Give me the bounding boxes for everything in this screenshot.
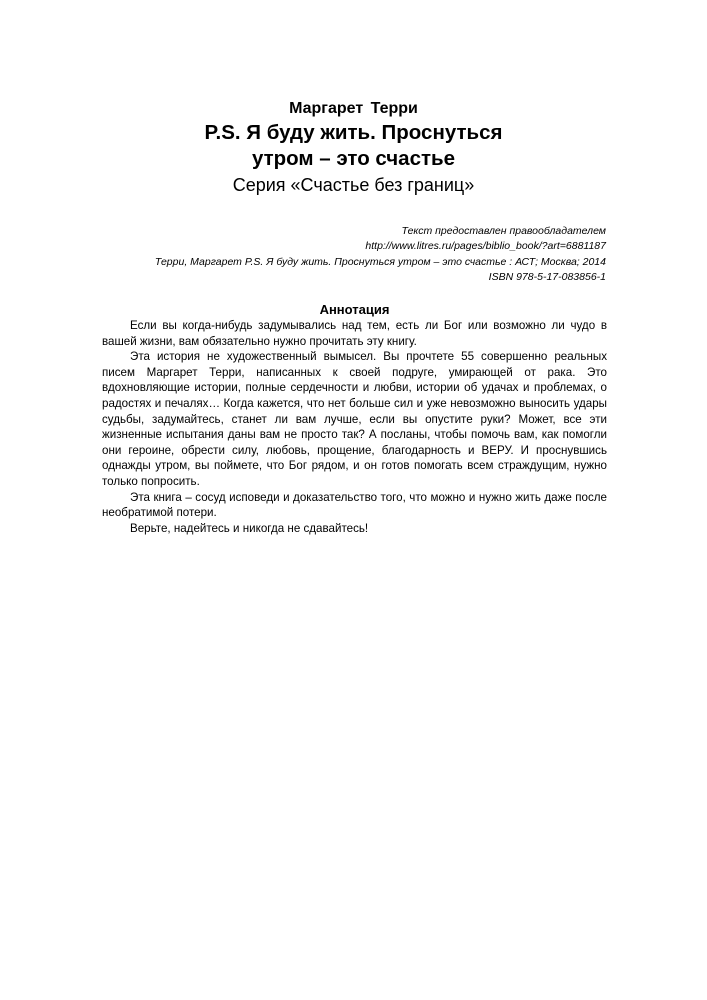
publication-info <box>155 224 606 285</box>
book-title-line-2: утром – это счастье <box>251 147 456 170</box>
author-name: Маргарет Терри <box>289 100 418 117</box>
bibliographic-citation: Терри, Маргарет P.S. Я буду жить. Проснуться утром – это счастье : АСТ; Москва; 2014 <box>154 255 606 268</box>
book-title <box>100 120 607 172</box>
annotation-paragraph: Если вы когда-нибудь задумывались над тем, есть ли Бог или возможно ли чудо в вашей жизни, вам обязательно нужно прочитать эту книгу. <box>102 319 607 348</box>
rights-holder-note: Текст предоставлен правообладателем <box>401 225 606 237</box>
book-series: Серия «Счастье без границ» <box>232 175 475 195</box>
annotation-heading: Аннотация <box>319 302 390 317</box>
annotation-paragraph: Эта книга – сосуд исповеди и доказательство того, что можно и нужно жить даже после необратимой потери. <box>102 490 607 520</box>
annotation-paragraph: Эта история не художественный вымысел. Вы прочтете 55 совершенно реальных писем Маргарет Терри, написанных к своей подруге, умирающей от рака. Это вдохновляющие истории, полные сердечности и любви, истории об удачах и проблемах, о радостях и печалях… Когда кажется, что нет больше сил и уже невозможно выносить удары судьбы, задумайтесь, станет ли вам лучше, если вы опустите руки? Может, все эти жизненные испытания даны вам не просто так? А посланы, чтобы помочь вам, как помогли они героине, обрести силу, любовь, прощение, благодарность и ВЕРУ. И проснувшись однажды утром, вы поймете, что Бог рядом, и он готов помогать всем страждущим, нужно только попросить. <box>102 350 607 488</box>
annotation-section <box>102 302 607 536</box>
isbn: ISBN 978-5-17-083856-1 <box>488 270 606 283</box>
book-title-line-1: P.S. Я буду жить. Проснуться <box>204 121 503 144</box>
source-url: http://www.litres.ru/pages/biblio_book/?art=6881187 <box>365 240 606 253</box>
annotation-paragraph: Верьте, надейтесь и никогда не сдавайтесь! <box>130 521 369 535</box>
book-header <box>100 100 607 196</box>
